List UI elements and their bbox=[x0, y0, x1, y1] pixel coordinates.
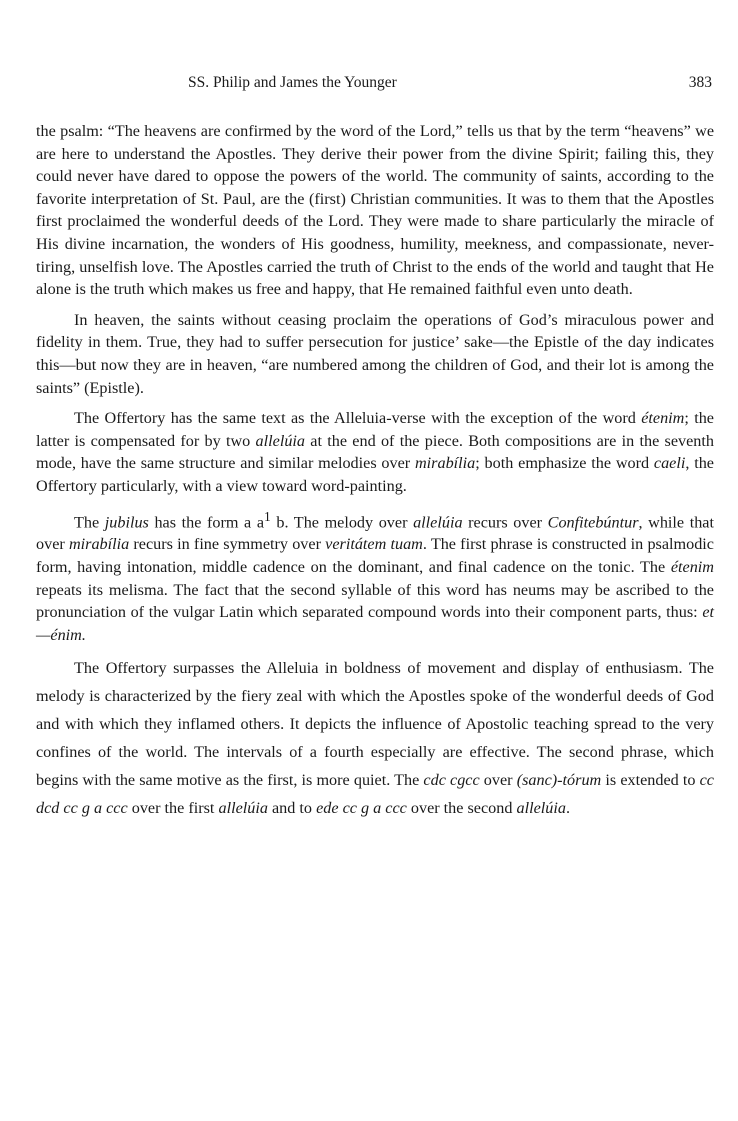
text-run: recurs over bbox=[462, 512, 548, 531]
latin-term: veritátem tuam bbox=[325, 535, 423, 554]
text-run: is extended to bbox=[601, 771, 700, 790]
text-run: . bbox=[565, 799, 571, 818]
paragraph-2: In heaven, the saints without ceasing proclaim the operations of God’s miraculous power and fidelity in them. True, they had to suffer persecution for justice’ sake—the Epistle of the day indicates this—but now they are in heaven, “are numbered among the children of God, and their lot is among the saints” (Epistle). bbox=[36, 310, 714, 397]
text-run: b. The melody over bbox=[270, 512, 414, 531]
text-run: and to bbox=[267, 799, 317, 818]
latin-term: et—énim. bbox=[36, 603, 714, 644]
latin-term: Confitebúntur bbox=[547, 512, 639, 531]
paragraph-5 bbox=[36, 654, 714, 822]
text-run: repeats its melisma. The fact that the second syllable of this word has neums may be ascribed to the pronunciation of the vulgar Latin which separated compound words into their component parts, thus: bbox=[36, 580, 714, 622]
text-run: over bbox=[479, 771, 517, 790]
paragraph-3 bbox=[36, 407, 714, 497]
paragraph-1: the psalm: “The heavens are confirmed by the word of the Lord,” tells us that by the term “heavens” we are here to understand the Apostles. They derive their power from the divine Spirit; failing this, they could never have dared to oppose the powers of the world. The community of saints, according to the favorite interpretation of St. Paul, are the (first) Christian communities. It was to them that the Apostles first proclaimed the wonderful deeds of the Lord. They were made to share particularly the miracle of His divine incarnation, the wonders of His goodness, humility, meekness, and compassionate, never-tiring, unselfish love. The Apostles carried the truth of Christ to the ends of the world and taught that He alone is the truth which makes us free and happy, that He remained faithful even unto death. bbox=[36, 122, 714, 299]
neume-notes: ede cc g a ccc bbox=[316, 799, 407, 818]
latin-term: étenim bbox=[641, 409, 685, 428]
paragraph-4 bbox=[36, 506, 714, 647]
text-run: at the end of the piece. Both compositions are in the seventh mode, have the same structure and similar melodies over bbox=[36, 431, 714, 473]
latin-term: allelúia bbox=[516, 799, 566, 818]
superscript: 1 bbox=[264, 508, 271, 524]
latin-term: allelúia bbox=[255, 431, 306, 450]
text-run: The Offertory surpasses the Alleluia in boldness of movement and display of enthusiasm. The melody is characterized by the fiery zeal with which the Apostles spoke of the wonderful deeds of God and with which they inflamed others. It depicts the influence of Apostolic teaching spread to the very confines of the world. The intervals of a fourth especially are effective. The second phrase, which begins with the same motive as the first, is more quiet. The bbox=[36, 659, 714, 790]
page-number: 383 bbox=[688, 74, 712, 91]
latin-term: allelúia bbox=[218, 799, 268, 818]
text-run: ; both emphasize the word bbox=[475, 454, 654, 473]
latin-term: étenim bbox=[670, 558, 714, 577]
text-run: over the second bbox=[406, 799, 517, 818]
text-run: has the form a a bbox=[148, 512, 265, 531]
neume-notes: cc dcd cc g a ccc bbox=[36, 771, 714, 818]
latin-term: allelúia bbox=[413, 512, 463, 531]
text-run: . The first phrase is constructed in psalmodic form, having intonation, middle cadence on the dominant, and final cadence on the tonic. The bbox=[36, 535, 714, 577]
body-text bbox=[36, 120, 714, 830]
page-header bbox=[36, 74, 716, 96]
text-run: ; the latter is compensated for by two bbox=[36, 409, 714, 450]
text-run: The bbox=[74, 512, 105, 531]
latin-term: (sanc)-tórum bbox=[516, 771, 602, 790]
latin-term: mirabília bbox=[68, 535, 130, 554]
latin-term: mirabília bbox=[414, 454, 476, 473]
text-run: recurs in fine symmetry over bbox=[129, 535, 326, 554]
text-run: over the first bbox=[127, 799, 219, 818]
latin-term: caeli bbox=[653, 454, 686, 473]
running-title: SS. Philip and James the Younger bbox=[188, 74, 397, 91]
latin-term: jubilus bbox=[104, 512, 149, 531]
text-run: The Offertory has the same text as the Alleluia-verse with the exception of the word bbox=[74, 409, 642, 428]
text-run: , while that over bbox=[36, 512, 714, 554]
text-run: , the Offertory particularly, with a view toward word-painting. bbox=[36, 454, 714, 495]
neume-notes: cdc cgcc bbox=[423, 771, 480, 790]
